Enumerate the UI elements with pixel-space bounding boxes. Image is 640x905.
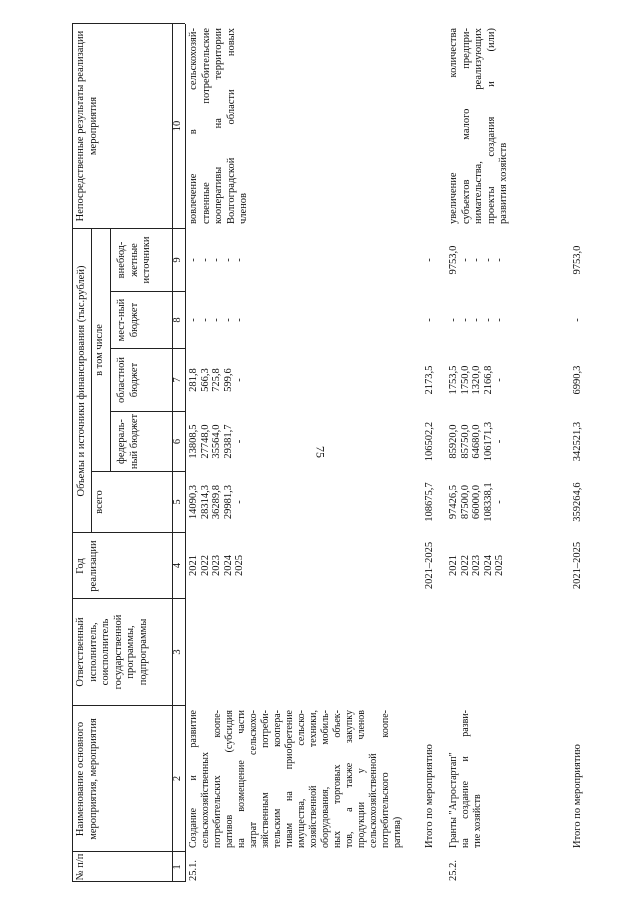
row2-fed-value: 106171,3 bbox=[482, 421, 494, 462]
row1-total bbox=[188, 472, 246, 532]
row1-name-line: потребительских коопе- bbox=[212, 710, 223, 848]
row1-total-value: 14090,3 bbox=[188, 484, 199, 520]
row2-extra-value: - bbox=[459, 258, 471, 262]
total2-fed: 342521,3 bbox=[572, 421, 583, 462]
row2-name bbox=[448, 710, 484, 848]
row1-total-value: 36289,8 bbox=[211, 484, 222, 520]
col-divider-9 bbox=[72, 228, 185, 229]
header-result: Непосредственные результаты реализации мероприятия bbox=[75, 30, 99, 222]
row2-loc-value: - bbox=[459, 318, 471, 322]
row1-result-line: Волгоградской области новых bbox=[225, 28, 237, 224]
row1-fed bbox=[188, 412, 246, 471]
row1-years bbox=[188, 533, 246, 598]
row1-fed-value: 13808,5 bbox=[188, 424, 199, 459]
col-divider-4 bbox=[72, 532, 185, 533]
row1-extra-value: - bbox=[222, 258, 234, 262]
row2-reg-value: 1320,0 bbox=[471, 365, 482, 395]
row2-number: 25.2. bbox=[448, 860, 459, 881]
row2-year: 2021 bbox=[448, 555, 459, 576]
row2-extra bbox=[448, 229, 506, 291]
header-volumes-divider bbox=[91, 229, 92, 533]
row1-name-line: тельским коопера- bbox=[272, 710, 283, 848]
row2-total-value: 97426,5 bbox=[448, 484, 459, 520]
col-divider-5 bbox=[91, 471, 185, 472]
colnum-8: 8 bbox=[172, 317, 183, 323]
row1-year: 2025 bbox=[234, 555, 245, 576]
row1-name-line: тов, а также закупку bbox=[344, 710, 355, 848]
total2-label: Итого по мероприятию bbox=[572, 744, 583, 848]
row1-reg-value: 281,8 bbox=[188, 368, 199, 392]
row1-name-line: тивам на приобретение bbox=[284, 710, 295, 848]
row2-name-line: на создание и разви- bbox=[460, 710, 471, 848]
colnum-4: 4 bbox=[172, 562, 183, 569]
row2-reg-value: 1753,5 bbox=[448, 365, 459, 395]
colnum-2: 2 bbox=[172, 775, 183, 782]
header-extra: внебюд-жетные источники bbox=[116, 236, 152, 284]
row1-reg-value: 599,6 bbox=[222, 368, 234, 392]
row1-year: 2022 bbox=[199, 555, 211, 576]
header-responsible: Ответственный исполнитель, соисполнитель государственной программы, подпрограммы bbox=[75, 614, 149, 690]
row2-loc-value: - bbox=[471, 318, 482, 322]
row1-fed-value: - bbox=[234, 439, 245, 444]
page-number: 75 bbox=[313, 446, 328, 458]
header-incl-divider bbox=[110, 229, 111, 472]
row2-fed-value: 85750,0 bbox=[459, 424, 471, 459]
row1-loc-value: - bbox=[211, 318, 222, 322]
row1-reg-value: 566,3 bbox=[199, 368, 211, 392]
row2-extra-value: - bbox=[482, 258, 494, 262]
table-top-border bbox=[72, 24, 73, 882]
colnum-3: 3 bbox=[172, 649, 183, 655]
row1-result bbox=[188, 28, 251, 224]
row1-name-line: сельскохозяйственной bbox=[368, 753, 379, 848]
total1-label: Итого по мероприятию bbox=[424, 744, 435, 848]
total1-years: 2021–2025 bbox=[424, 541, 435, 590]
col-divider-1 bbox=[72, 851, 185, 852]
row1-name-line: Создание и развитие bbox=[188, 710, 199, 848]
total1-total: 108675,7 bbox=[424, 482, 435, 522]
row2-loc-value: - bbox=[494, 318, 505, 322]
row1-fed-value: 35564,0 bbox=[211, 424, 222, 459]
colnum-bottom-border bbox=[185, 24, 186, 882]
row1-fed-value: 27748,0 bbox=[199, 424, 211, 459]
row1-number: 25.1. bbox=[188, 860, 199, 881]
row1-result-line: вовлечение в сельскохозяй- bbox=[188, 28, 199, 224]
row2-fed-value: - bbox=[494, 439, 505, 444]
total2-years: 2021–2025 bbox=[572, 541, 583, 590]
row1-extra-value: - bbox=[188, 258, 199, 262]
colnum-10: 10 bbox=[172, 120, 183, 132]
row1-name-line: имущества, сельско- bbox=[296, 710, 307, 848]
row2-reg-value: - bbox=[494, 378, 505, 382]
header-fed: федераль-ный бюджет bbox=[116, 413, 140, 470]
row2-result-line: субъектов малого предпри- bbox=[460, 28, 472, 224]
row2-total-value: 66000,0 bbox=[471, 484, 482, 520]
row1-name-line: потребительского коопе- bbox=[380, 710, 391, 848]
row1-extra bbox=[188, 229, 246, 291]
row1-name-line: ративов (субсидия bbox=[224, 710, 235, 848]
row2-result-line: нимательства, реализующих bbox=[473, 28, 484, 224]
row2-reg-value: 2166,8 bbox=[482, 365, 494, 395]
row1-year: 2024 bbox=[222, 555, 234, 576]
row2-fed-value: 85920,0 bbox=[448, 424, 459, 459]
colnum-7: 7 bbox=[172, 377, 183, 383]
header-incl: в том числе bbox=[94, 324, 105, 376]
row1-reg bbox=[188, 349, 246, 411]
row1-loc bbox=[188, 292, 246, 348]
row2-reg-value: 1750,0 bbox=[459, 365, 471, 395]
row1-result-line: кооперативы на территории bbox=[213, 28, 224, 224]
row2-extra-value: - bbox=[494, 258, 505, 262]
row1-total-value: 28314,3 bbox=[199, 484, 211, 520]
row2-total-value: 87500,0 bbox=[459, 484, 471, 520]
row2-year: 2023 bbox=[471, 555, 482, 576]
row1-name bbox=[188, 710, 404, 848]
row2-loc-value: - bbox=[482, 318, 494, 322]
row2-result-line: проекты создания и (или) bbox=[485, 28, 497, 224]
row1-total-value: - bbox=[234, 500, 245, 504]
row1-name-line: ных торговых объек- bbox=[332, 710, 343, 848]
row1-name-line: хозяйственной техники, bbox=[308, 710, 319, 848]
header-n: № п/п bbox=[75, 853, 86, 881]
row1-name-line: продукции у членов bbox=[356, 710, 367, 848]
colnum-5: 5 bbox=[172, 499, 183, 505]
row1-result-line: членов bbox=[238, 192, 249, 224]
row1-extra-value: - bbox=[234, 258, 245, 262]
row2-result-line: увеличение количества bbox=[448, 28, 459, 224]
row1-name-line: сельскохозяйственных bbox=[200, 752, 211, 848]
row1-name-line: затрат сельскохо- bbox=[248, 710, 259, 848]
row1-year: 2023 bbox=[211, 555, 222, 576]
total2-reg: 6990,3 bbox=[572, 365, 583, 395]
header-reg: областной бюджет bbox=[116, 357, 140, 403]
row2-fed bbox=[448, 412, 506, 471]
row2-extra-value: - bbox=[471, 258, 482, 262]
row1-name-line: ратива) bbox=[392, 816, 403, 848]
row2-year: 2022 bbox=[459, 555, 471, 576]
col-divider-2 bbox=[72, 705, 185, 706]
total2-extra: 9753,0 bbox=[572, 245, 583, 275]
row1-name-line: на возмещение части bbox=[236, 710, 247, 848]
colnum-1: 1 bbox=[172, 864, 183, 870]
row1-name-line: оборудования, мобиль- bbox=[320, 710, 331, 848]
row2-total-value: - bbox=[494, 500, 505, 504]
row1-year: 2021 bbox=[188, 555, 199, 576]
row2-name-line: Гранты "Агростартап" bbox=[448, 752, 459, 848]
row1-result-line: ственные потребительские bbox=[200, 28, 212, 224]
colnum-9: 9 bbox=[172, 257, 183, 263]
row2-year: 2025 bbox=[494, 555, 505, 576]
row1-total-value: 29981,3 bbox=[222, 484, 234, 520]
table-left-border bbox=[72, 881, 185, 882]
row1-loc-value: - bbox=[199, 318, 211, 322]
row2-year: 2024 bbox=[482, 555, 494, 576]
header-year: Год реализации bbox=[75, 540, 99, 592]
header-loc: мест-ный бюджет bbox=[116, 298, 140, 342]
header-volumes: Объемы и источники финансирования (тыс.рублей) bbox=[76, 265, 87, 497]
total1-reg: 2173,5 bbox=[424, 365, 435, 395]
row1-reg-value: - bbox=[234, 378, 245, 382]
row2-total-value: 108338,1 bbox=[482, 482, 494, 522]
row2-loc bbox=[448, 292, 506, 348]
row1-loc-value: - bbox=[222, 318, 234, 322]
table-right-border bbox=[72, 23, 185, 24]
total2-total: 359264,6 bbox=[572, 482, 583, 522]
total2-loc: - bbox=[572, 318, 583, 322]
row2-reg bbox=[448, 349, 506, 411]
row2-total bbox=[448, 472, 506, 532]
row1-loc-value: - bbox=[234, 318, 245, 322]
rotated-table bbox=[72, 24, 612, 882]
header-total: всего bbox=[94, 490, 105, 514]
total1-loc: - bbox=[424, 318, 435, 322]
row1-name-line: зяйственным потреби- bbox=[260, 710, 271, 848]
row2-fed-value: 64680,0 bbox=[471, 424, 482, 459]
row1-extra-value: - bbox=[211, 258, 222, 262]
row2-extra-value: 9753,0 bbox=[448, 245, 459, 275]
row1-fed-value: 29381,7 bbox=[222, 424, 234, 459]
row2-result-line: развития хозяйств bbox=[498, 142, 509, 224]
row2-name-line: тие хозяйств bbox=[472, 794, 483, 848]
colnum-6: 6 bbox=[172, 438, 183, 445]
row1-reg-value: 725,8 bbox=[211, 368, 222, 392]
total1-fed: 106502,2 bbox=[424, 421, 435, 462]
header-name: Наименование основного мероприятия, мероприятия bbox=[75, 718, 99, 840]
row1-extra-value: - bbox=[199, 258, 211, 262]
row1-loc-value: - bbox=[188, 318, 199, 322]
row2-loc-value: - bbox=[448, 318, 459, 322]
total1-extra: - bbox=[424, 258, 435, 262]
row2-years bbox=[448, 533, 506, 598]
col-divider-3 bbox=[72, 598, 185, 599]
row2-result bbox=[448, 28, 511, 224]
